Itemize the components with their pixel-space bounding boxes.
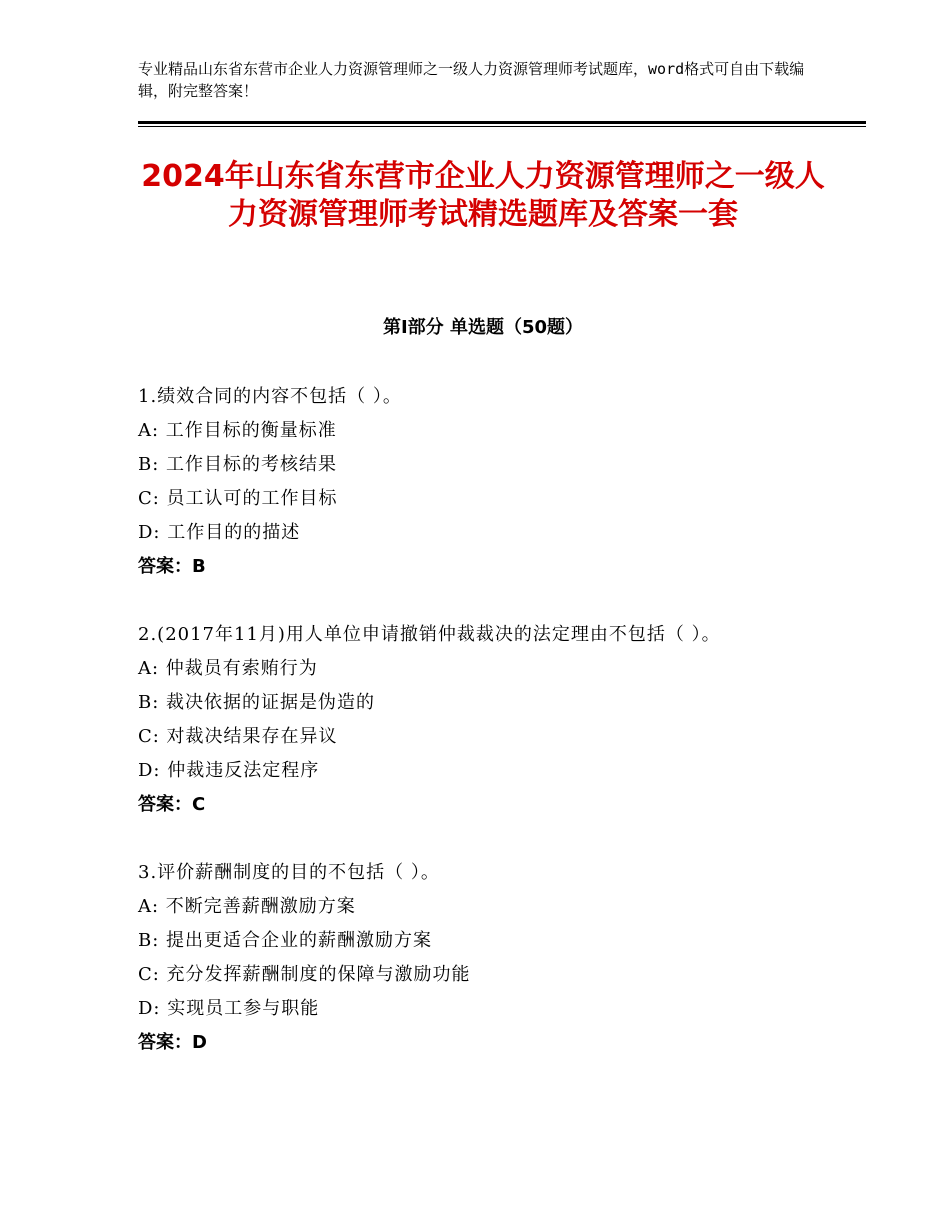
answer: 答案：C xyxy=(138,794,206,815)
question-stem: 3.评价薪酬制度的目的不包括（ ）。 xyxy=(138,862,440,883)
option-b: B: 提出更适合企业的薪酬激励方案 xyxy=(138,930,433,951)
option-d: D: 仲裁违反法定程序 xyxy=(138,760,320,781)
option-b: B: 工作目标的考核结果 xyxy=(138,454,338,475)
option-c: C: 员工认可的工作目标 xyxy=(138,488,338,509)
option-d: D: 工作目的的描述 xyxy=(138,522,301,543)
option-a: A: 不断完善薪酬激励方案 xyxy=(138,896,356,917)
option-c: C: 对裁决结果存在异议 xyxy=(138,726,338,747)
question-1 xyxy=(138,380,838,584)
section-heading: 第Ⅰ部分 单选题（50题） xyxy=(382,317,583,338)
option-b: B: 裁决依据的证据是伪造的 xyxy=(138,692,376,713)
question-3 xyxy=(138,856,838,1060)
question-list xyxy=(138,380,838,1094)
header-rule-thin xyxy=(138,126,866,127)
option-a: A: 仲裁员有索贿行为 xyxy=(138,658,318,679)
question-stem: 2.(2017年11月)用人单位申请撤销仲裁裁决的法定理由不包括（ ）。 xyxy=(138,624,721,645)
header-rule-thick xyxy=(138,121,866,124)
header-note: 专业精品山东省东营市企业人力资源管理师之一级人力资源管理师考试题库，word格式可自由下载编辑，附完整答案！ xyxy=(138,60,805,100)
document-title: 2024年山东省东营市企业人力资源管理师之一级人力资源管理师考试精选题库及答案一套 xyxy=(141,159,825,232)
answer: 答案：D xyxy=(138,1032,207,1053)
option-c: C: 充分发挥薪酬制度的保障与激励功能 xyxy=(138,964,471,985)
option-a: A: 工作目标的衡量标准 xyxy=(138,420,337,441)
question-stem: 1.绩效合同的内容不包括（ ）。 xyxy=(138,386,402,407)
question-2 xyxy=(138,618,838,822)
option-d: D: 实现员工参与职能 xyxy=(138,998,320,1019)
answer: 答案：B xyxy=(138,556,206,577)
